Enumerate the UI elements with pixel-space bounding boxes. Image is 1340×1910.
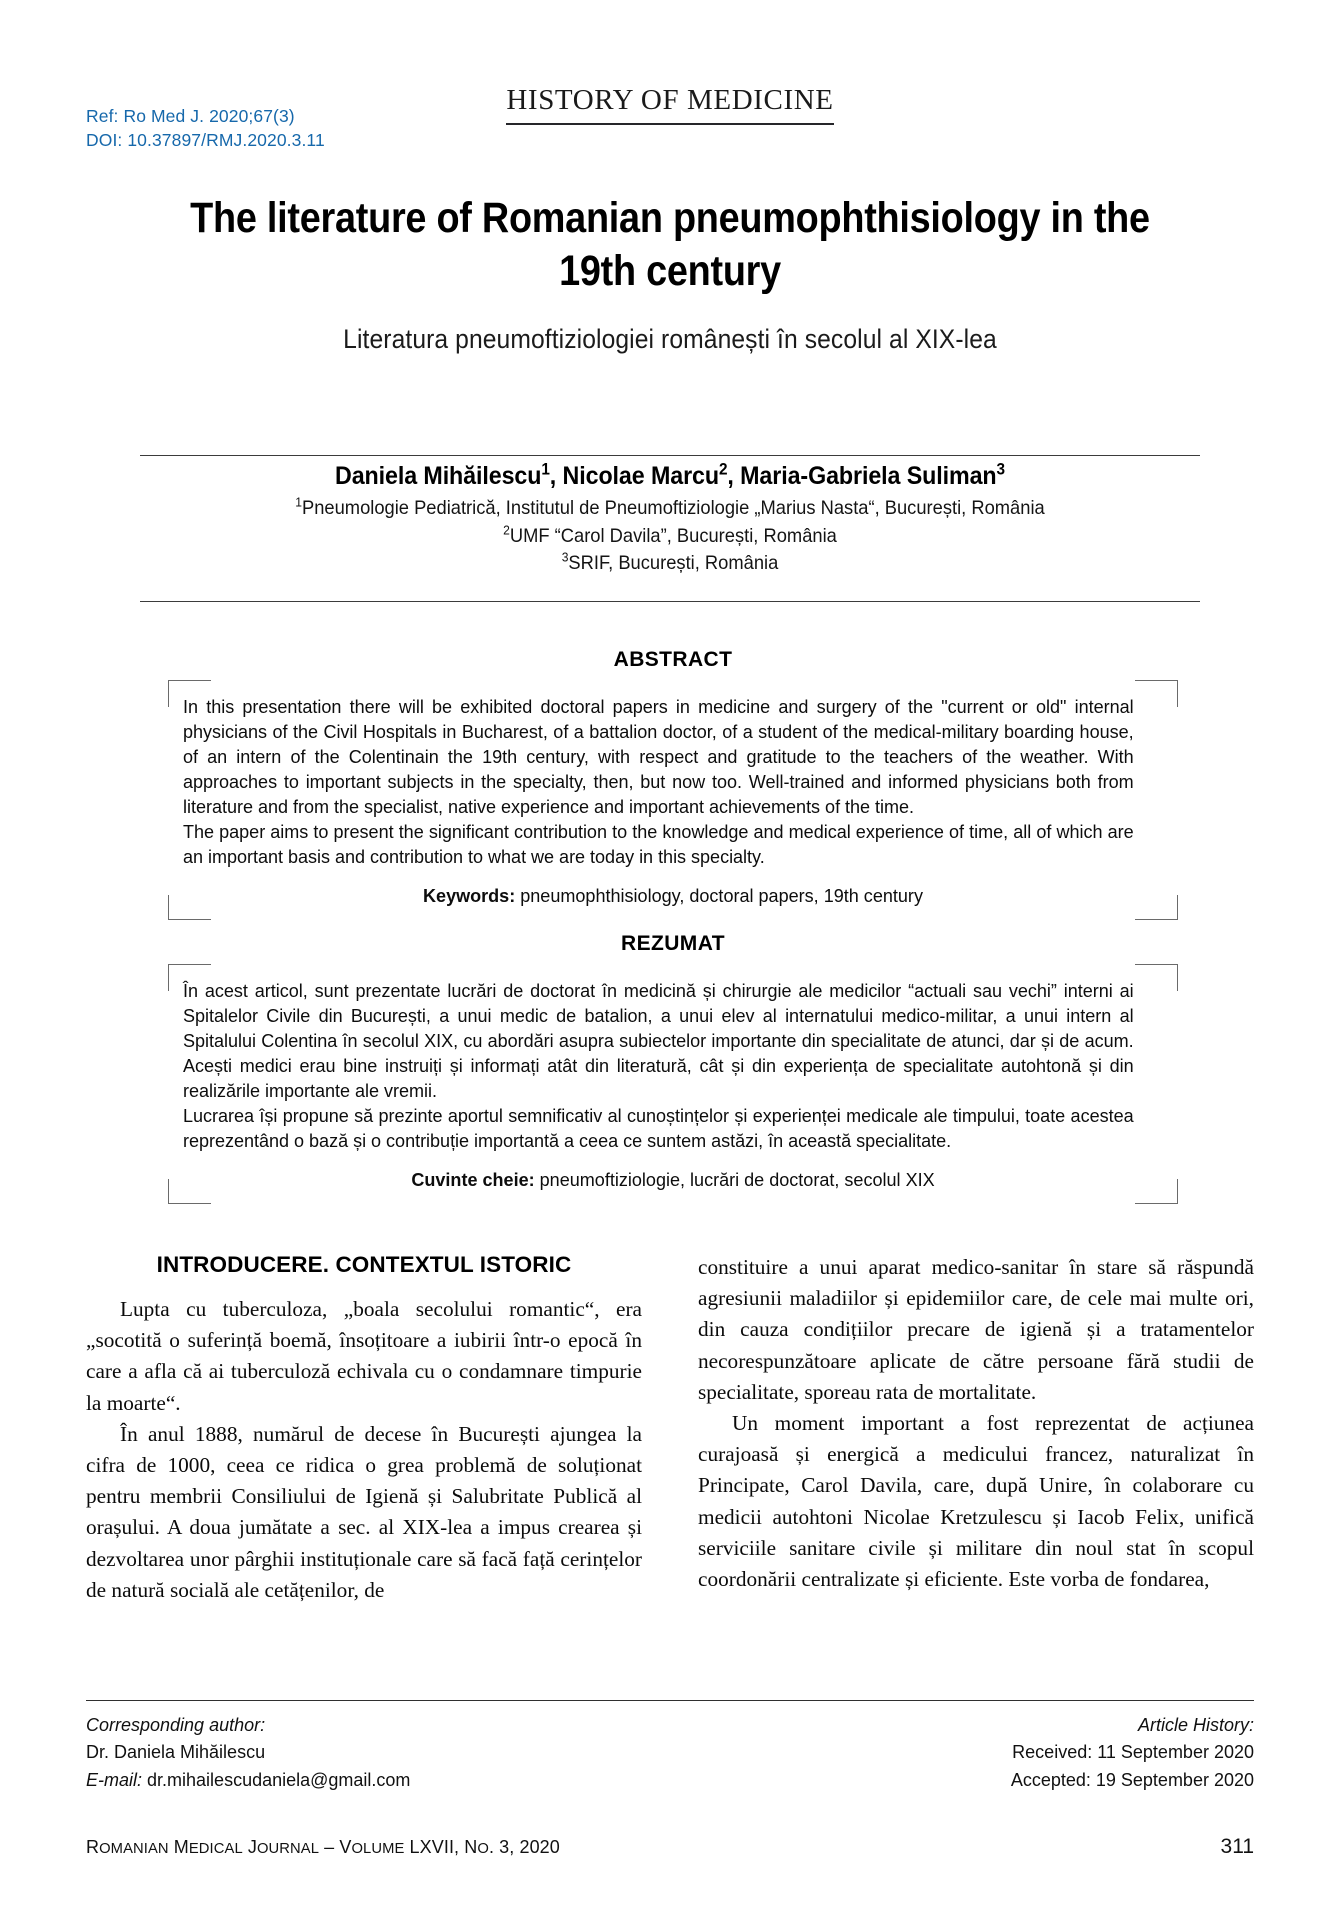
page-number: 311: [1220, 1835, 1254, 1858]
affiliation-1: $^1$Pneumologie Pediatrică, Institutul de Pneumoftiziologie „Marius Nasta“, București, România: [295, 494, 1045, 519]
author-rule-bottom: [140, 601, 1200, 602]
journal-citation: [86, 1837, 560, 1858]
abstract-box-mask-left: [166, 707, 171, 895]
author-block: [140, 462, 1200, 578]
abstract-heading: ABSTRACT: [613, 648, 733, 671]
abstract-keywords: [198, 885, 1149, 907]
affiliation-list: [172, 495, 1168, 578]
page-title: The literature of Romanian pneumophthisiology in the 19th century: [190, 194, 1150, 295]
abstract-body: [183, 694, 1134, 869]
corresponding-author-block: [86, 1712, 410, 1794]
body-paragraph: În anul 1888, numărul de decese în București ajungea la cifra de 1000, ceea ce ridica o grea problemă de soluționat pentru membrii Consiliului de Igienă și Salubritate Publică al orașului. A doua jumătate a sec. al XIX-lea a impus crearea și dezvoltarea unor pârghii instituționale care să facă față cerințelor de natură socială ale cetățenilor, de: [86, 1421, 642, 1602]
abstract-box: [168, 680, 1178, 920]
reference-line: Ref: Ro Med J. 2020;67(3): [86, 106, 295, 126]
journal-citation-v: – V: [319, 1837, 352, 1857]
email-label: E-mail:: [86, 1769, 143, 1790]
corresponding-author-name: Dr. Daniela Mihăilescu: [86, 1742, 266, 1763]
abstract-paragraph: The paper aims to present the significant contribution to the knowledge and medical experience of time, all of which are an important basis and contribution to what we are today in this specialty.: [183, 821, 1134, 867]
journal-citation-r: R: [86, 1837, 100, 1857]
journal-citation-edical: EDICAL: [188, 1841, 243, 1857]
rezumat-paragraph: Lucrarea își propune să prezinte aportul semnificativ al cunoștințelor și experienței medicale ale timpului, toate acestea reprezentând o bază și o contribuție importantă a ceea ce suntem astăzi, în această specialitate.: [183, 1105, 1134, 1151]
abstract-section: [168, 648, 1178, 920]
email-value[interactable]: dr.mihailescudaniela@gmail.com: [147, 1769, 411, 1790]
body-column-right: [698, 1252, 1254, 1672]
journal-citation-no: LXVII, N: [404, 1837, 478, 1857]
rezumat-paragraph: În acest articol, sunt prezentate lucrări de doctorat în medicină și chirurgie ale medicilor “actuali sau vechi” interni ai Spitalelor Civile din București, a unui medic de batalion, a unui elev al internatului medico-militar, a unui intern al Spitalului Colentina în secolul XIX, cu abordări asupra subiectelor importante din specialitate de atunci, dar și de acum. Acești medici erau bine instruiți și informați atât din literatură, cât și din experiența de specialitate autohtonă și din realizările importante ale vremii.: [183, 980, 1134, 1101]
rezumat-keywords-label: Cuvinte cheie:: [411, 1169, 535, 1190]
accepted-date: Accepted: 19 September 2020: [1010, 1769, 1254, 1790]
section-heading-introducere: INTRODUCERE. CONTEXTUL ISTORIC: [156, 1252, 572, 1277]
footer-bottom: [86, 1835, 1254, 1859]
journal-citation-j: J: [242, 1837, 257, 1857]
rezumat-section: [168, 932, 1178, 1204]
corresponding-author-label: Corresponding author:: [86, 1715, 266, 1735]
journal-citation-issue: . 3, 2020: [488, 1837, 560, 1857]
affiliation-3: $^3$SRIF, București, România: [561, 549, 779, 575]
body-paragraph: Lupta cu tuberculoza, „boala secolului romantic“, era „socotită o suferință boemă, însoțitoare a iubirii într-o epocă în care a afla că ai tuberculoză echivala cu o condamnare timpurie la moarte“.: [86, 1297, 642, 1415]
abstract-keywords-label: Keywords:: [423, 885, 516, 906]
title-block: [120, 192, 1220, 355]
page-subtitle: Literatura pneumoftiziologiei românești în secolul al XIX-lea: [343, 323, 997, 354]
rezumat-keywords: [198, 1169, 1149, 1191]
author-names: Daniela Mihăilescu$^1$, Nicolae Marcu$^2$, Maria-Gabriela Suliman$^3$: [334, 460, 1005, 490]
rezumat-body: [183, 978, 1134, 1153]
doi-line[interactable]: DOI: 10.37897/RMJ.2020.3.11: [86, 130, 325, 150]
journal-citation-omanian: OMANIAN: [99, 1841, 169, 1857]
journal-citation-olume: OLUME: [351, 1841, 405, 1857]
journal-citation-ournal: OURNAL: [256, 1841, 320, 1857]
body-paragraph: constituire a unui aparat medico-sanitar în stare să răspundă agresiunii maladiilor și epidemiilor care, de cele mai multe ori, din cauza condițiilor precare de igienă și a tratamentelor necorespunzătoare aplicate de către persoane fără studii de specialitate, sporeau rata de mortalitate.: [698, 1255, 1254, 1404]
footer-rule: [86, 1700, 1254, 1701]
journal-citation-o: O: [477, 1841, 489, 1857]
rezumat-heading: REZUMAT: [621, 932, 725, 955]
page-footer: [86, 1712, 1254, 1794]
journal-citation-m: M: [168, 1837, 189, 1857]
received-date: Received: 11 September 2020: [1012, 1742, 1254, 1763]
article-history-block: [1011, 1712, 1254, 1794]
abstract-box-mask-right: [1176, 707, 1181, 895]
abstract-keywords-value: pneumophthisiology, doctoral papers, 19th century: [520, 885, 923, 906]
rezumat-box-mask-left: [166, 991, 171, 1179]
body-paragraph: Un moment important a fost reprezentat de acțiunea curajoasă și energică a medicului francez, naturalizat în Principate, Carol Davila, care, după Unire, în colaborare cu medicii autohtoni Nicolae Kretzulescu și Iacob Felix, unifică serviciile sanitare civile și militare din noul stat în scopul coordonării centralizate și eficiente. Este vorba de fondarea,: [698, 1410, 1254, 1591]
page-header: [0, 0, 1340, 180]
rezumat-box: [168, 964, 1178, 1204]
article-history-label: Article History:: [1137, 1715, 1254, 1735]
article-body: [86, 1252, 1254, 1672]
section-header-label: HISTORY OF MEDICINE: [506, 84, 833, 125]
rezumat-keywords-value: pneumoftiziologie, lucrări de doctorat, secolul XIX: [539, 1169, 935, 1190]
body-column-left: [86, 1252, 642, 1672]
rezumat-box-mask-right: [1176, 991, 1181, 1179]
affiliation-2: $^2$UMF “Carol Davila”, București, România: [503, 522, 837, 547]
author-rule-top: [140, 455, 1200, 456]
abstract-paragraph: In this presentation there will be exhibited doctoral papers in medicine and surgery of the "current or old" internal physicians of the Civil Hospitals in Bucharest, of a battalion doctor, of a student of the medical-military boarding house, of an intern of the Colentinain the 19th century, with respect and gratitude to the teachers of the weather. With approaches to important subjects in the specialty, then, but now too. Well-trained and informed physicians both from literature and from the specialist, native experience and important achievements of the time.: [183, 696, 1134, 817]
